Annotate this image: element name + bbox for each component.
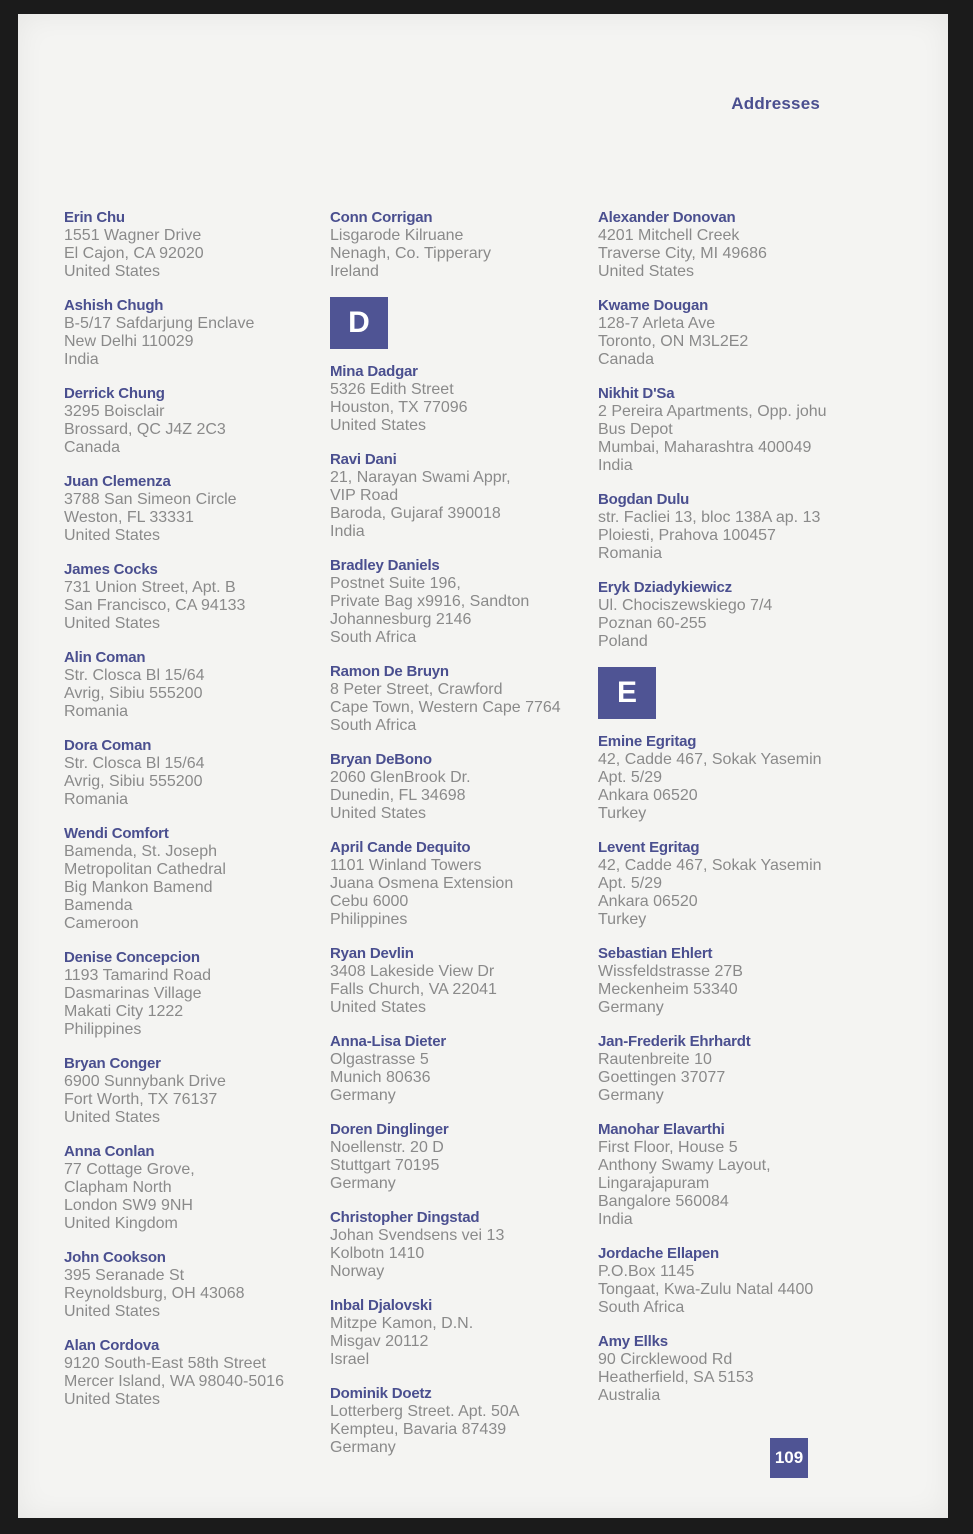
address-line: Olgastrasse 5 (330, 1051, 429, 1068)
address-line: First Floor, House 5 (598, 1139, 738, 1156)
address-line: 6900 Sunnybank Drive (64, 1073, 226, 1090)
address-column-1 (64, 209, 334, 1425)
address-entry (598, 209, 868, 281)
address-line: Norway (330, 1263, 385, 1280)
address-line: 395 Seranade St (64, 1267, 185, 1284)
address-line: Cebu 6000 (330, 893, 409, 910)
contact-name: Denise Concepcion (64, 949, 200, 966)
address-line: Ul. Chociszewskiego 7/4 (598, 597, 773, 614)
address-line: 42, Cadde 467, Sokak Yasemin (598, 751, 822, 768)
address-line: United States (64, 1109, 161, 1126)
contact-name: Alan Cordova (64, 1337, 160, 1354)
contact-name: Alin Coman (64, 649, 146, 666)
contact-name: Inbal Djalovski (330, 1297, 433, 1314)
address-line: Ireland (330, 263, 379, 280)
address-entry (598, 297, 868, 369)
address-line: Mumbai, Maharashtra 400049 (598, 439, 812, 456)
address-entry (598, 1121, 868, 1229)
address-line: India (330, 523, 365, 540)
address-line: Bus Depot (598, 421, 673, 438)
address-line: New Delhi 110029 (64, 333, 194, 350)
address-line: El Cajon, CA 92020 (64, 245, 204, 262)
contact-name: Erin Chu (64, 209, 125, 226)
address-line: Bangalore 560084 (598, 1193, 729, 1210)
address-entry (64, 209, 334, 281)
address-line: United States (598, 263, 695, 280)
contact-name: Nikhit D'Sa (598, 385, 675, 402)
address-entry (330, 451, 600, 541)
address-line: Baroda, Gujaraf 390018 (330, 505, 501, 522)
address-entry (330, 209, 600, 281)
address-line: India (598, 457, 633, 474)
address-line: 3788 San Simeon Circle (64, 491, 237, 508)
address-line: B-5/17 Safdarjung Enclave (64, 315, 255, 332)
address-line: United States (64, 527, 161, 544)
contact-name: Bryan Conger (64, 1055, 161, 1072)
address-line: Juana Osmena Extension (330, 875, 514, 892)
address-line: Apt. 5/29 (598, 769, 663, 786)
address-line: Big Mankon Bamend (64, 879, 213, 896)
address-line: Postnet Suite 196, (330, 575, 461, 592)
contact-name: Doren Dinglinger (330, 1121, 449, 1138)
contact-name: Amy Ellks (598, 1333, 668, 1350)
address-line: 42, Cadde 467, Sokak Yasemin (598, 857, 822, 874)
address-line: 128-7 Arleta Ave (598, 315, 716, 332)
address-line: Johan Svendsens vei 13 (330, 1227, 505, 1244)
address-line: Turkey (598, 805, 647, 822)
address-line: South Africa (598, 1299, 685, 1316)
address-line: United States (330, 417, 427, 434)
address-entry (330, 751, 600, 823)
page-header-title: Addresses (731, 94, 820, 113)
address-line: 4201 Mitchell Creek (598, 227, 740, 244)
address-line: 21, Narayan Swami Appr, (330, 469, 511, 486)
contact-name: Emine Egritag (598, 733, 697, 750)
address-line: P.O.Box 1145 (598, 1263, 695, 1280)
address-entry (598, 733, 868, 823)
address-line: 3408 Lakeside View Dr (330, 963, 495, 980)
address-line: Philippines (64, 1021, 142, 1038)
address-line: Fort Worth, TX 76137 (64, 1091, 218, 1108)
address-entry (598, 1245, 868, 1317)
contact-name: Christopher Dingstad (330, 1209, 480, 1226)
address-entry (64, 649, 334, 721)
address-line: Romania (64, 791, 129, 808)
contact-name: Ravi Dani (330, 451, 397, 468)
address-line: 5326 Edith Street (330, 381, 454, 398)
contact-name: Dominik Doetz (330, 1385, 432, 1402)
address-line: Germany (330, 1175, 396, 1192)
address-entry (64, 825, 334, 933)
address-line: Johannesburg 2146 (330, 611, 472, 628)
address-line: Tongaat, Kwa-Zulu Natal 4400 (598, 1281, 814, 1298)
address-line: 8 Peter Street, Crawford (330, 681, 503, 698)
address-line: Romania (64, 703, 129, 720)
address-line: Ploiesti, Prahova 100457 (598, 527, 776, 544)
address-line: Israel (330, 1351, 370, 1368)
address-entry (330, 839, 600, 929)
address-entry (598, 839, 868, 929)
address-line: Poland (598, 633, 648, 650)
address-line: 3295 Boisclair (64, 403, 165, 420)
address-line: 77 Cottage Grove, (64, 1161, 195, 1178)
contact-name: Ryan Devlin (330, 945, 414, 962)
address-line: United States (64, 1391, 161, 1408)
address-line: Str. Closca Bl 15/64 (64, 755, 205, 772)
address-line: South Africa (330, 717, 417, 734)
contact-name: Mina Dadgar (330, 363, 418, 380)
contact-name: Sebastian Ehlert (598, 945, 713, 962)
address-line: Germany (330, 1087, 396, 1104)
address-line: Turkey (598, 911, 647, 928)
address-line: Traverse City, MI 49686 (598, 245, 767, 262)
address-line: 1193 Tamarind Road (64, 967, 212, 984)
address-entry (330, 663, 600, 735)
address-column-2 (330, 209, 600, 1473)
address-entry (330, 1297, 600, 1369)
contact-name: April Cande Dequito (330, 839, 471, 856)
contact-name: Alexander Donovan (598, 209, 736, 226)
address-line: Romania (598, 545, 663, 562)
address-line: Private Bag x9916, Sandton (330, 593, 530, 610)
address-line: Metropolitan Cathedral (64, 861, 226, 878)
address-line: Noellenstr. 20 D (330, 1139, 444, 1156)
contact-name: Levent Egritag (598, 839, 700, 856)
address-line: Rautenbreite 10 (598, 1051, 712, 1068)
address-line: Anthony Swamy Layout, (598, 1157, 771, 1174)
address-entry (64, 1143, 334, 1233)
address-line: Wissfeldstrasse 27B (598, 963, 743, 980)
address-line: United States (330, 805, 427, 822)
contact-name: Conn Corrigan (330, 209, 433, 226)
contact-name: Jan-Frederik Ehrhardt (598, 1033, 751, 1050)
address-entry (598, 579, 868, 651)
address-entry (64, 473, 334, 545)
address-line: Germany (598, 1087, 664, 1104)
contact-name: Dora Coman (64, 737, 152, 754)
address-line: 90 Circklewood Rd (598, 1351, 733, 1368)
contact-name: Anna Conlan (64, 1143, 155, 1160)
address-entry (64, 561, 334, 633)
address-entry (64, 1055, 334, 1127)
contact-name: Wendi Comfort (64, 825, 169, 842)
address-line: Mercer Island, WA 98040-5016 (64, 1373, 284, 1390)
address-entry (64, 385, 334, 457)
address-line: Avrig, Sibiu 555200 (64, 685, 203, 702)
contact-name: Jordache Ellapen (598, 1245, 720, 1262)
address-entry (330, 363, 600, 435)
section-letter-block: E (598, 667, 656, 719)
address-line: Bamenda, St. Joseph (64, 843, 217, 860)
address-line: Falls Church, VA 22041 (330, 981, 497, 998)
address-line: United States (64, 1303, 161, 1320)
address-line: Avrig, Sibiu 555200 (64, 773, 203, 790)
address-entry (598, 1033, 868, 1105)
address-line: Lisgarode Kilruane (330, 227, 464, 244)
address-entry (598, 385, 868, 475)
address-entry (598, 1333, 868, 1405)
address-line: 1101 Winland Towers (330, 857, 482, 874)
address-line: United States (330, 999, 427, 1016)
section-letter-block: D (330, 297, 388, 349)
address-line: 731 Union Street, Apt. B (64, 579, 236, 596)
address-line: Nenagh, Co. Tipperary (330, 245, 491, 262)
address-line: United Kingdom (64, 1215, 178, 1232)
address-line: Dasmarinas Village (64, 985, 202, 1002)
address-line: Ankara 06520 (598, 893, 698, 910)
address-line: Germany (598, 999, 664, 1016)
address-line: VIP Road (330, 487, 399, 504)
book-page (18, 14, 948, 1518)
address-line: Meckenheim 53340 (598, 981, 738, 998)
address-entry (330, 1033, 600, 1105)
address-line: Australia (598, 1387, 661, 1404)
address-entry (330, 557, 600, 647)
address-line: Philippines (330, 911, 408, 928)
address-line: Stuttgart 70195 (330, 1157, 440, 1174)
contact-name: Bradley Daniels (330, 557, 440, 574)
contact-name: Manohar Elavarthi (598, 1121, 725, 1138)
address-line: Germany (330, 1439, 396, 1456)
contact-name: Ashish Chugh (64, 297, 164, 314)
contact-name: Bogdan Dulu (598, 491, 690, 508)
address-entry (598, 491, 868, 563)
address-entry (64, 737, 334, 809)
address-entry (598, 945, 868, 1017)
contact-name: Kwame Dougan (598, 297, 709, 314)
address-line: United States (64, 615, 161, 632)
address-entry (64, 949, 334, 1039)
address-line: Clapham North (64, 1179, 172, 1196)
address-entry (64, 297, 334, 369)
address-line: Kempteu, Bavaria 87439 (330, 1421, 507, 1438)
address-line: 9120 South-East 58th Street (64, 1355, 266, 1372)
contact-name: Bryan DeBono (330, 751, 432, 768)
address-line: Cameroon (64, 915, 139, 932)
address-column-3 (598, 209, 868, 1421)
address-entry (330, 1121, 600, 1193)
page-number-badge: 109 (770, 1438, 808, 1478)
address-line: 2 Pereira Apartments, Opp. johu (598, 403, 827, 420)
address-line: Ankara 06520 (598, 787, 698, 804)
address-line: Munich 80636 (330, 1069, 431, 1086)
address-line: Houston, TX 77096 (330, 399, 468, 416)
address-entry (64, 1337, 334, 1409)
address-line: Canada (598, 351, 655, 368)
address-line: Reynoldsburg, OH 43068 (64, 1285, 245, 1302)
address-line: 2060 GlenBrook Dr. (330, 769, 471, 786)
address-line: Lingarajapuram (598, 1175, 710, 1192)
address-line: Poznan 60-255 (598, 615, 707, 632)
contact-name: Anna-Lisa Dieter (330, 1033, 446, 1050)
address-line: Goettingen 37077 (598, 1069, 726, 1086)
address-line: Makati City 1222 (64, 1003, 184, 1020)
address-line: Misgav 20112 (330, 1333, 429, 1350)
contact-name: Eryk Dziadykiewicz (598, 579, 732, 596)
address-line: Cape Town, Western Cape 7764 (330, 699, 561, 716)
address-line: 1551 Wagner Drive (64, 227, 202, 244)
address-line: Mitzpe Kamon, D.N. (330, 1315, 474, 1332)
address-entry (330, 945, 600, 1017)
address-entry (330, 1385, 600, 1457)
address-line: Kolbotn 1410 (330, 1245, 425, 1262)
address-line: San Francisco, CA 94133 (64, 597, 246, 614)
address-line: Lotterberg Street. Apt. 50A (330, 1403, 520, 1420)
contact-name: James Cocks (64, 561, 158, 578)
contact-name: Derrick Chung (64, 385, 165, 402)
address-line: Str. Closca Bl 15/64 (64, 667, 205, 684)
address-line: Heatherfield, SA 5153 (598, 1369, 754, 1386)
address-line: Weston, FL 33331 (64, 509, 194, 526)
address-line: str. Facliei 13, bloc 138A ap. 13 (598, 509, 821, 526)
address-entry (330, 1209, 600, 1281)
address-line: United States (64, 263, 161, 280)
address-line: India (64, 351, 99, 368)
contact-name: Ramon De Bruyn (330, 663, 449, 680)
address-line: Brossard, QC J4Z 2C3 (64, 421, 226, 438)
address-line: Dunedin, FL 34698 (330, 787, 466, 804)
address-line: London SW9 9NH (64, 1197, 193, 1214)
address-line: Canada (64, 439, 121, 456)
address-entry (64, 1249, 334, 1321)
address-line: Apt. 5/29 (598, 875, 663, 892)
address-line: Bamenda (64, 897, 133, 914)
contact-name: Juan Clemenza (64, 473, 171, 490)
address-line: South Africa (330, 629, 417, 646)
address-line: India (598, 1211, 633, 1228)
contact-name: John Cookson (64, 1249, 166, 1266)
address-line: Toronto, ON M3L2E2 (598, 333, 749, 350)
